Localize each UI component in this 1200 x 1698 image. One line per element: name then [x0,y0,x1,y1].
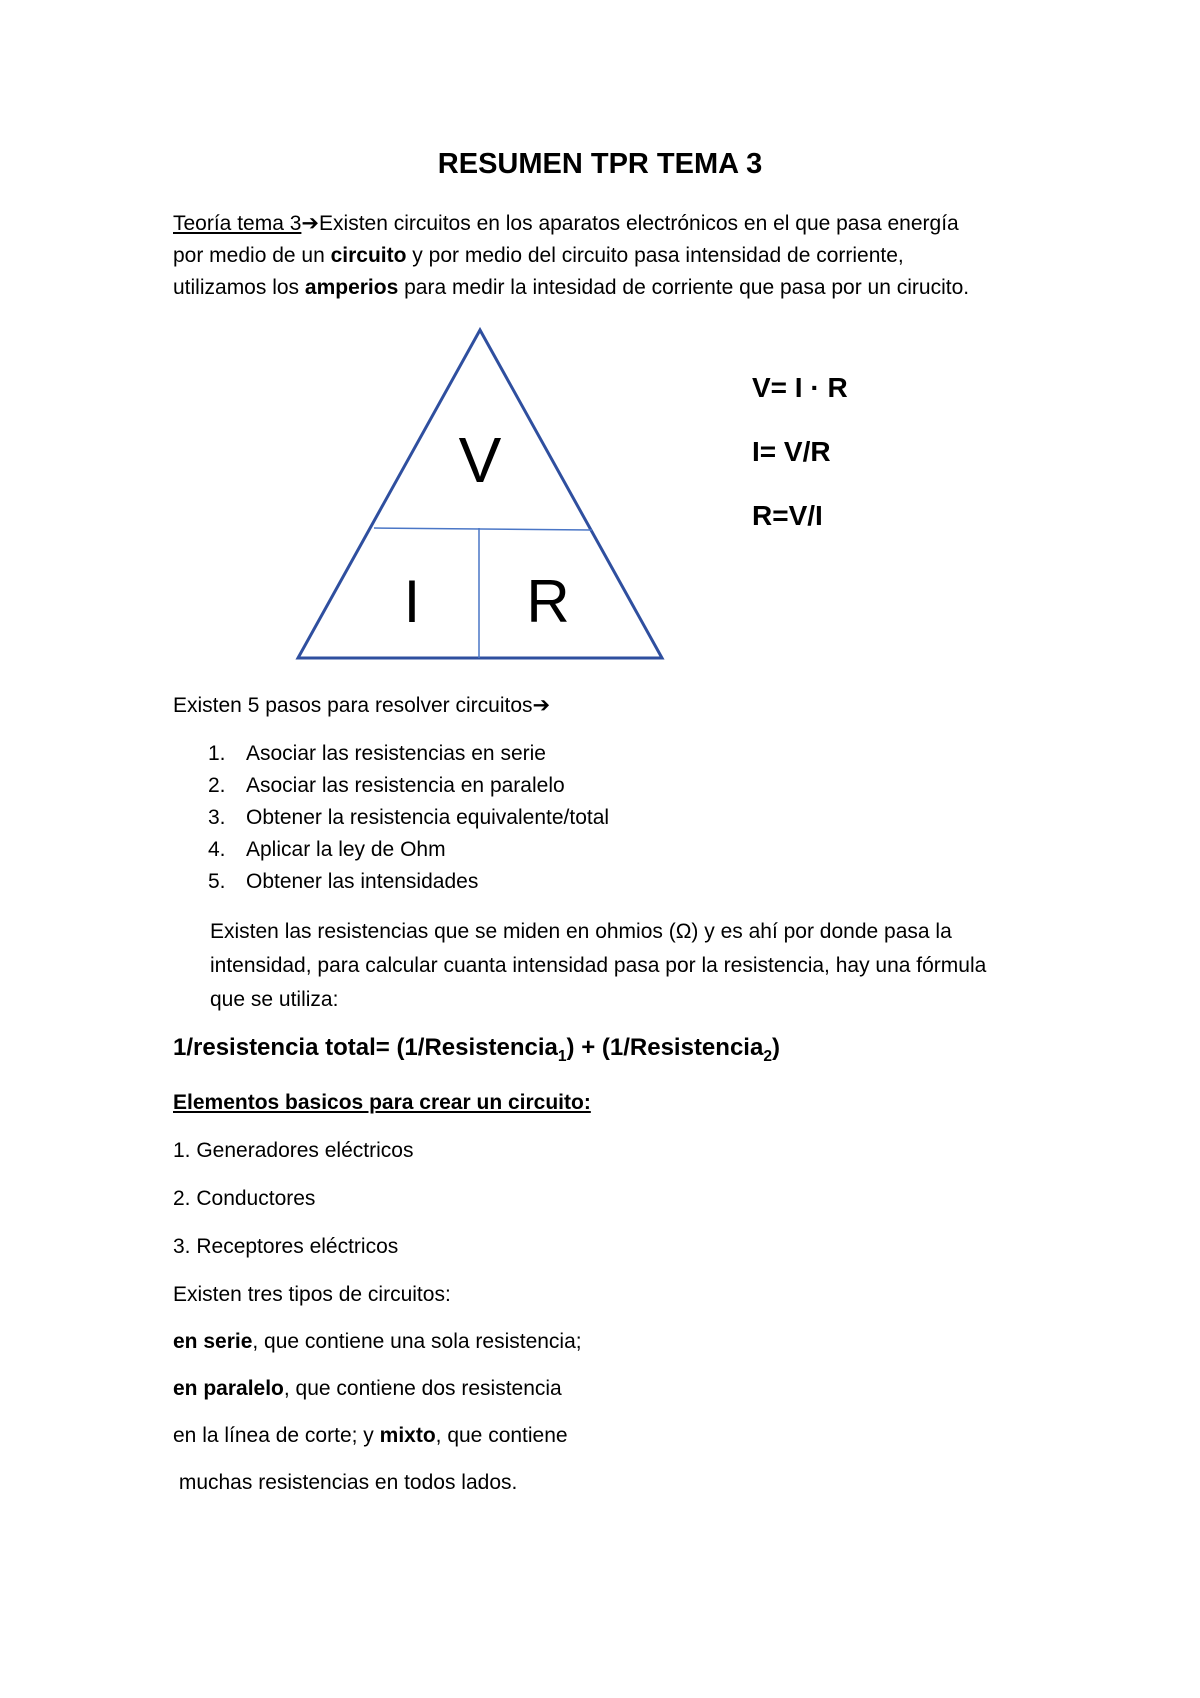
step-text: Aplicar la ley de Ohm [246,838,446,861]
type-mixto-text-b: , que contiene [435,1424,568,1447]
intro-line-2-text-b: y por medio del circuito pasa intensidad de corriente, [406,244,904,267]
ohm-line-2: intensidad, para calcular cuanta intensidad pasa por la resistencia, hay una fórmula [210,954,987,977]
intro-line-2-text-a: por medio de un [173,244,331,267]
steps-intro-text: Existen 5 pasos para resolver circuitos [173,694,533,717]
intro-line-2 [173,240,969,272]
element-item-2: 2. Conductores [173,1187,316,1210]
type-paralelo [173,1373,562,1405]
type-mixto-continuation: muchas resistencias en todos lados. [173,1471,518,1494]
step-text: Obtener la resistencia equivalente/total [246,806,610,829]
element-item-1: 1. Generadores eléctricos [173,1139,414,1162]
triangle-label-v: V [458,424,502,496]
formula-subscript-1: 1 [557,1047,567,1065]
ohm-paragraph [210,915,986,1017]
type-serie-text: , que contiene una sola resistencia; [252,1330,582,1353]
formula-part-c: ) [772,1034,780,1061]
ohm-triangle-diagram [290,322,680,667]
intro-line-3-text-a: utilizamos los [173,276,305,299]
intro-bold-circuito: circuito [330,244,407,267]
step-text: Asociar las resistencias en serie [246,742,546,765]
steps-intro [173,690,550,722]
intro-line-1-text: Existen circuitos en los aparatos electrónicos en el que pasa energía [319,212,959,235]
step-number: 1. [208,742,226,765]
formula-part-b: ) + (1/Resistencia [566,1034,764,1061]
ohm-line-1: Existen las resistencias que se miden en ohmios (Ω) y es ahí por donde pasa la [210,920,952,943]
step-text: Asociar las resistencia en paralelo [246,774,565,797]
element-item-3: 3. Receptores eléctricos [173,1235,399,1258]
triangle-label-i: I [403,568,421,635]
type-serie-label: en serie [173,1330,253,1353]
type-paralelo-text: , que contiene dos resistencia [283,1377,562,1400]
intro-label: Teoría tema 3 [173,212,302,235]
list-item [208,866,609,898]
type-paralelo-label: en paralelo [173,1377,284,1400]
step-number: 2. [208,774,226,797]
arrow-icon: ➔ [301,212,320,235]
type-mixto [173,1420,568,1452]
step-text: Obtener las intensidades [246,870,479,893]
list-item [208,834,609,866]
intro-paragraph [173,208,969,304]
formula-part-a: 1/resistencia total= (1/Resistencia [173,1034,558,1061]
elements-heading: Elementos basicos para crear un circuito: [173,1091,591,1114]
type-mixto-text-a: en la línea de corte; y [173,1424,380,1447]
arrow-icon: ➔ [532,694,551,717]
parallel-resistance-formula [173,1034,780,1066]
intro-line-1 [173,208,969,240]
intro-line-3 [173,272,969,304]
ohm-line-3: que se utiliza: [210,988,339,1011]
step-number: 4. [208,838,226,861]
list-item [208,738,609,770]
formula-subscript-2: 2 [763,1047,772,1065]
list-item [208,770,609,802]
triangle-horizontal-divider [374,528,592,530]
formula-v: V= I · R [752,372,848,403]
formula-r: R=V/I [752,500,823,531]
formula-i: I= V/R [752,436,831,467]
step-number: 3. [208,806,226,829]
types-intro: Existen tres tipos de circuitos: [173,1283,451,1306]
page-title: RESUMEN TPR TEMA 3 [437,148,763,180]
triangle-label-r: R [526,568,570,635]
intro-bold-amperios: amperios [304,276,399,299]
type-serie [173,1326,582,1358]
type-mixto-label: mixto [379,1424,436,1447]
list-item [208,802,609,834]
intro-line-3-text-b: para medir la intesidad de corriente que pasa por un cirucito. [398,276,970,299]
step-number: 5. [208,870,226,893]
steps-list [208,738,609,898]
